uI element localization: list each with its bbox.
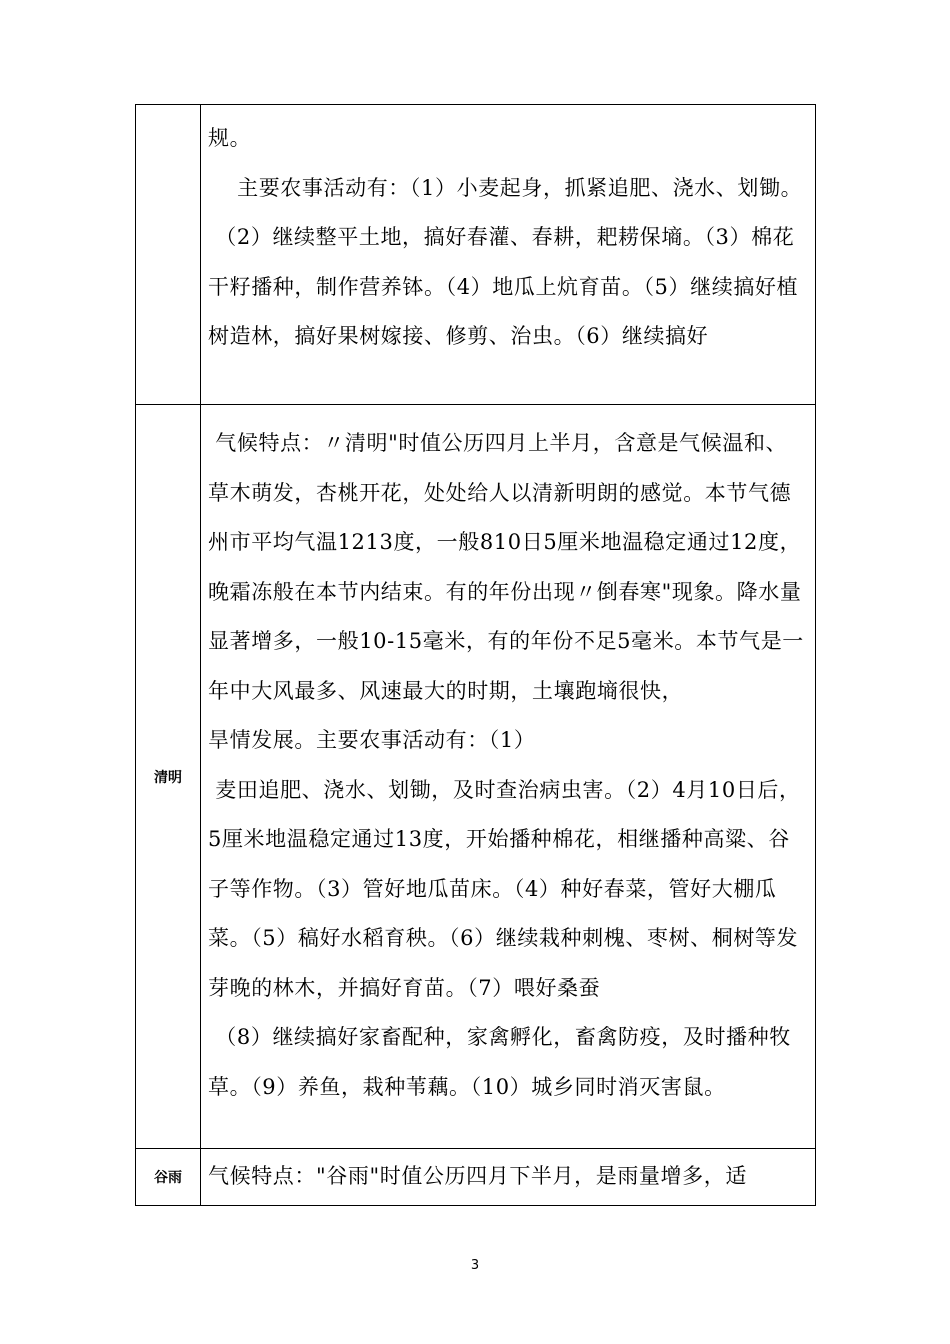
row-label: 清明 [136,405,201,1149]
paragraph: 旱情发展。主要农事活动有：（1） [208,728,536,752]
paragraph: （2）继续整平土地，搞好春灌、春耕，耙耢保墒。（3）棉花干籽播种，制作营养钵。（4）地瓜上炕育苗。（5）继续搞好植树造林，搞好果树嫁接、修剪、治虫。（6）继续搞好 [208,225,799,348]
table-row-qingming [136,405,816,1149]
row-content [201,1149,816,1206]
paragraph: 主要农事活动有：（1）小麦起身，抓紧追肥、浇水、划锄。 [208,175,803,200]
page-number: 3 [470,1258,480,1273]
paragraph: 规。 [208,126,252,150]
paragraph: 麦田追肥、浇水、划锄，及时查治病虫害。（2）4月10日后，5厘米地温稳定通过13度，开始播种棉花，相继播种高粱、谷子等作物。（3）管好地瓜苗床。（4）种好春菜，管好大棚瓜菜。（5）稿好水稻育秧。（6）继续栽种刺槐、枣树、桐树等发芽晚的林木，并搞好育苗。（7）喂好桑蚕 [208,777,801,1000]
paragraph: 气候特点："谷雨"时值公历四月下半月，是雨量增多，适 [208,1164,747,1188]
solar-terms-table [135,104,816,1206]
row-content [201,105,816,405]
paragraph: （8）继续搞好家畜配种，家禽孵化，畜禽防疫，及时播种牧草。（9）养鱼，栽种苇藕。（10）城乡同时消灭害鼠。 [208,1025,791,1099]
row-content [201,405,816,1149]
row-label [136,105,201,405]
table-row-guyu [136,1149,816,1206]
table-row-continued [136,105,816,405]
row-label: 谷雨 [136,1149,201,1206]
paragraph: 气候特点：〃清明"时值公历四月上半月，含意是气候温和、草木萌发，杏桃开花，处处给人以清新明朗的感觉。本节气德州市平均气温1213度，一般810日5厘米地温稳定通过12度，晚霜冻般在本节内结束。有的年份出现〃倒春寒"现象。降水量显著增多，一般10-15毫米，有的年份不足5毫米。本节气是一年中大风最多、风速最大的时期，土壤跑墒很快， [208,431,804,703]
